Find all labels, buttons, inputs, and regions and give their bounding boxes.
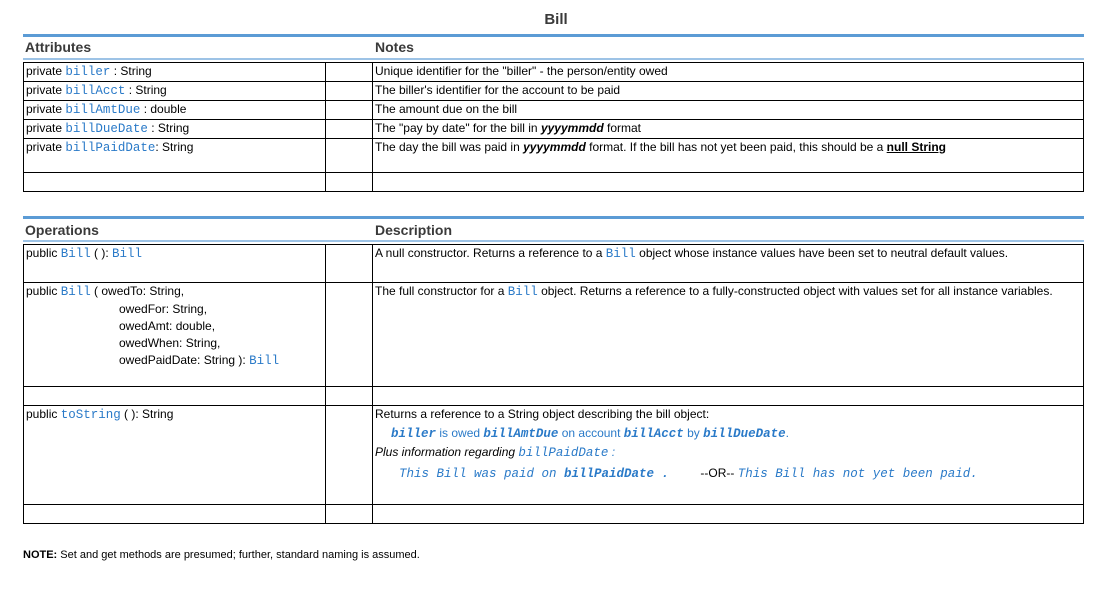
operation-cell: public Bill ( owedTo: String, owedFor: String, owedAmt: double, owedWhen: String, owedPaidDate: String ): Bill xyxy=(24,283,326,387)
notes-header: Notes xyxy=(375,39,414,55)
attributes-header-underline xyxy=(23,58,1084,60)
note-cell: The amount due on the bill xyxy=(373,101,1084,120)
attribute-cell: private billDueDate : String xyxy=(24,120,326,139)
attribute-cell: private billAmtDue : double xyxy=(24,101,326,120)
table-row xyxy=(24,173,1084,192)
table-row xyxy=(24,245,1084,283)
note-cell: The day the bill was paid in yyyymmdd format. If the bill has not yet been paid, this should be a null String xyxy=(373,139,1084,173)
description-cell: A null constructor. Returns a reference to a Bill object whose instance values have been set to neutral default values. xyxy=(373,245,1084,283)
attributes-table xyxy=(23,62,1084,192)
attributes-header: Attributes xyxy=(25,39,92,55)
description-header: Description xyxy=(375,222,453,238)
table-row xyxy=(24,139,1084,173)
attribute-cell: private biller : String xyxy=(24,63,326,82)
operation-cell: public Bill ( ): Bill xyxy=(24,245,326,283)
attribute-cell: private billPaidDate: String xyxy=(24,139,326,173)
note-cell: The biller's identifier for the account to be paid xyxy=(373,82,1084,101)
note-cell: The "pay by date" for the bill in yyyymmdd format xyxy=(373,120,1084,139)
attribute-cell: private billAcct : String xyxy=(24,82,326,101)
table-row xyxy=(24,505,1084,524)
operations-header-bar xyxy=(23,216,1084,219)
note-cell: Unique identifier for the "biller" - the person/entity owed xyxy=(373,63,1084,82)
attributes-header-bar xyxy=(23,34,1084,37)
table-row xyxy=(24,387,1084,406)
table-row xyxy=(24,283,1084,387)
operations-header: Operations xyxy=(25,222,99,238)
operation-cell: public toString ( ): String xyxy=(24,406,326,505)
table-row xyxy=(24,82,1084,101)
page-title: Bill xyxy=(544,11,568,28)
table-row xyxy=(24,63,1084,82)
footnote: NOTE: Set and get methods are presumed; further, standard naming is assumed. xyxy=(23,549,420,561)
table-row xyxy=(24,406,1084,505)
table-row xyxy=(24,101,1084,120)
operations-header-underline xyxy=(23,240,1084,242)
description-cell: The full constructor for a Bill object. Returns a reference to a fully-constructed object with values set for all instance variables. xyxy=(373,283,1084,387)
description-cell: Returns a reference to a String object describing the bill object: biller is owed billAmtDue on account billAcct by billDueDate. Plus information regarding billPaidDate : This Bill was paid on billPaidDate . --OR-- This Bill has not yet been paid. xyxy=(373,406,1084,505)
operations-table xyxy=(23,244,1084,524)
table-row xyxy=(24,120,1084,139)
